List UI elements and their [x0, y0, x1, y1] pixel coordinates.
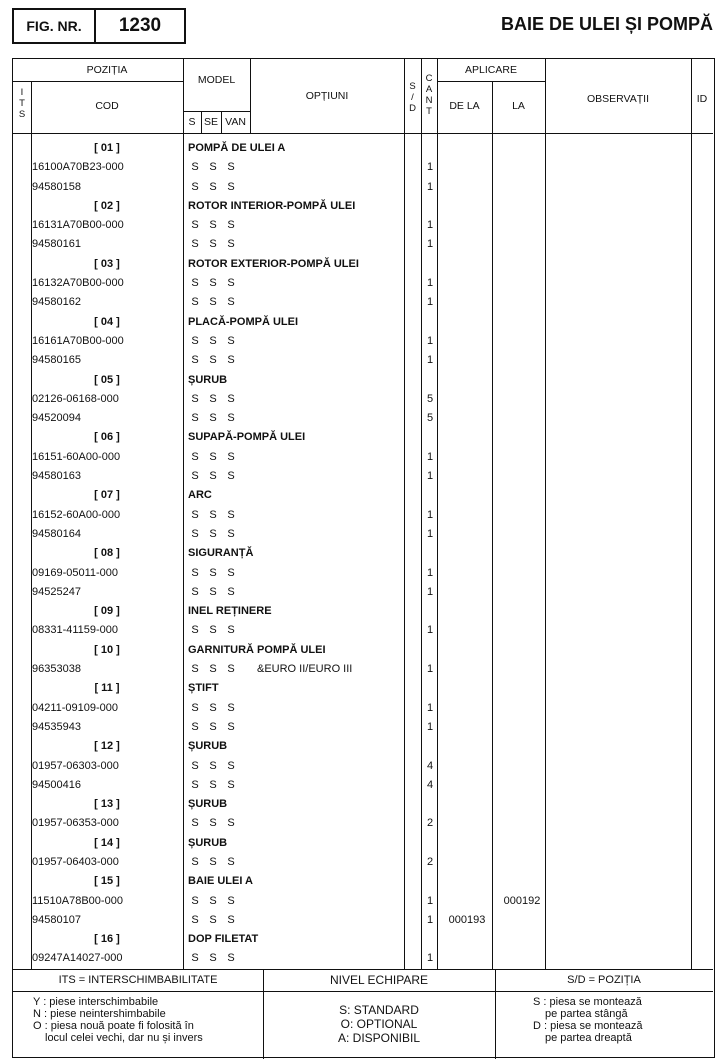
- col-header-optiuni: OPȚIUNI: [305, 90, 349, 102]
- table-row: [13, 293, 713, 312]
- quantity: 4: [426, 778, 434, 791]
- table-row: [13, 853, 713, 872]
- quantity: 1: [426, 334, 434, 347]
- model-se-level: S: [209, 296, 217, 309]
- table-row: [13, 660, 713, 679]
- table-row: [13, 776, 713, 795]
- quantity: 1: [426, 354, 434, 367]
- part-code: 02126-06168-000: [32, 392, 119, 405]
- position-number: [ 01 ]: [94, 142, 120, 154]
- divider: [13, 969, 713, 970]
- position-number: [ 15 ]: [94, 875, 120, 888]
- legend-line: O: OPTIONAL: [340, 1017, 418, 1031]
- part-code: 01957-06303-000: [32, 759, 119, 772]
- model-van-level: S: [227, 720, 235, 733]
- part-code: 01957-06403-000: [32, 855, 119, 868]
- part-code: 94580165: [32, 354, 81, 367]
- legend-line: Y : piese interschimbabile: [33, 996, 159, 1008]
- model-s-level: S: [191, 624, 199, 637]
- model-s-level: S: [191, 219, 199, 232]
- part-code: 94580163: [32, 470, 81, 483]
- model-van-level: S: [227, 855, 235, 868]
- table-row: [13, 178, 713, 197]
- table-row: [13, 949, 713, 968]
- footer-level-legend: [263, 1003, 495, 1045]
- model-se-level: S: [209, 238, 217, 251]
- figure-number-box: [12, 8, 186, 44]
- part-name: INEL REȚINERE: [188, 605, 272, 618]
- col-header-model: MODEL: [197, 74, 236, 86]
- page-title: BAIE DE ULEI ȘI POMPĂ: [500, 14, 713, 34]
- quantity: 1: [426, 624, 434, 637]
- model-se-level: S: [209, 585, 217, 598]
- col-header-its: [15, 87, 29, 120]
- model-se-level: S: [209, 663, 217, 676]
- model-van-level: S: [227, 701, 235, 714]
- part-code: 04211-09109-000: [32, 701, 119, 714]
- col-header-aplicare: APLICARE: [465, 64, 517, 76]
- model-s-level: S: [191, 508, 199, 521]
- part-name: SIGURANȚĂ: [188, 547, 254, 560]
- sd-letter: /: [411, 92, 414, 103]
- legend-line: pe partea stângă: [545, 1008, 628, 1020]
- table-row: [13, 467, 713, 486]
- quantity: 4: [426, 759, 434, 772]
- model-s-level: S: [191, 470, 199, 483]
- model-van-level: S: [227, 566, 235, 579]
- col-header-model-s: S: [188, 116, 196, 128]
- model-se-level: S: [209, 701, 217, 714]
- model-van-level: S: [227, 161, 235, 174]
- model-se-level: S: [209, 470, 217, 483]
- model-se-level: S: [209, 508, 217, 521]
- model-se-level: S: [209, 913, 217, 926]
- part-name: DOP FILETAT: [188, 933, 259, 946]
- model-van-level: S: [227, 450, 235, 463]
- part-name: ȘURUB: [188, 740, 228, 753]
- quantity: 1: [426, 720, 434, 733]
- col-header-la: LA: [512, 100, 525, 112]
- part-name: ROTOR INTERIOR-POMPĂ ULEI: [188, 199, 356, 212]
- part-code: 09169-05011-000: [32, 566, 119, 579]
- position-number: [ 06 ]: [94, 431, 120, 444]
- position-number: [ 13 ]: [94, 798, 120, 811]
- group-header-row: [13, 737, 713, 756]
- model-van-level: S: [227, 817, 235, 830]
- model-van-level: S: [227, 277, 235, 290]
- col-header-id: ID: [696, 93, 708, 105]
- quantity: 1: [426, 894, 434, 907]
- model-s-level: S: [191, 354, 199, 367]
- part-code: 16161A70B00-000: [32, 334, 124, 347]
- quantity: 1: [426, 219, 434, 232]
- part-code: 94580107: [32, 913, 81, 926]
- model-s-level: S: [191, 585, 199, 598]
- model-se-level: S: [209, 450, 217, 463]
- its-letter: T: [19, 98, 25, 109]
- col-header-cod: COD: [95, 100, 119, 112]
- model-s-level: S: [191, 952, 199, 965]
- table-row: [13, 158, 713, 177]
- quantity: 1: [426, 566, 434, 579]
- table-row: [13, 621, 713, 640]
- model-se-level: S: [209, 566, 217, 579]
- part-code: 96353038: [32, 663, 81, 676]
- position-number: [ 08 ]: [94, 547, 120, 560]
- part-code: 94580162: [32, 296, 81, 309]
- group-header-row: [13, 486, 713, 505]
- part-code: 94580164: [32, 527, 81, 540]
- group-header-row: [13, 872, 713, 891]
- model-se-level: S: [209, 759, 217, 772]
- group-header-row: [13, 139, 713, 158]
- model-van-level: S: [227, 296, 235, 309]
- table-row: [13, 351, 713, 370]
- quantity: 1: [426, 238, 434, 251]
- quantity: 2: [426, 817, 434, 830]
- table-row: [13, 699, 713, 718]
- applies-to: 000192: [503, 894, 541, 907]
- part-name: ȘURUB: [188, 798, 228, 811]
- its-letter: I: [20, 87, 24, 98]
- model-se-level: S: [209, 720, 217, 733]
- part-code: 94520094: [32, 412, 81, 425]
- model-van-level: S: [227, 334, 235, 347]
- model-s-level: S: [191, 817, 199, 830]
- part-code: 11510A78B00-000: [32, 894, 123, 907]
- quantity: 1: [426, 470, 434, 483]
- quantity: 1: [426, 180, 434, 193]
- position-number: [ 02 ]: [94, 199, 120, 212]
- quantity: 1: [426, 701, 434, 714]
- part-code: 94525247: [32, 585, 81, 598]
- model-se-level: S: [209, 817, 217, 830]
- model-se-level: S: [209, 219, 217, 232]
- table-row: [13, 911, 713, 930]
- model-s-level: S: [191, 238, 199, 251]
- model-van-level: S: [227, 913, 235, 926]
- quantity: 1: [426, 296, 434, 309]
- table-body: [13, 139, 713, 969]
- part-code: 16152-60A00-000: [32, 508, 121, 521]
- part-code: 08331-41159-000: [32, 624, 119, 637]
- divider: [13, 81, 183, 82]
- footer-its-legend: [33, 996, 258, 1044]
- group-header-row: [13, 834, 713, 853]
- model-se-level: S: [209, 354, 217, 367]
- table-row: [13, 332, 713, 351]
- table-row: [13, 814, 713, 833]
- model-s-level: S: [191, 778, 199, 791]
- position-number: [ 07 ]: [94, 489, 120, 502]
- part-name: ȘURUB: [188, 836, 228, 849]
- table-row: [13, 892, 713, 911]
- model-van-level: S: [227, 470, 235, 483]
- col-header-observatii: OBSERVAȚII: [586, 93, 650, 105]
- model-se-level: S: [209, 778, 217, 791]
- part-name: POMPĂ DE ULEI A: [188, 142, 286, 154]
- model-se-level: S: [209, 894, 217, 907]
- position-number: [ 12 ]: [94, 740, 120, 753]
- cant-letter: N: [425, 95, 433, 106]
- model-s-level: S: [191, 913, 199, 926]
- part-code: 94580161: [32, 238, 81, 251]
- legend-line: locul celei vechi, dar nu și invers: [45, 1032, 203, 1044]
- model-s-level: S: [191, 412, 199, 425]
- quantity: 1: [426, 277, 434, 290]
- model-se-level: S: [209, 855, 217, 868]
- sd-letter: S: [409, 81, 416, 92]
- cant-letter: C: [425, 73, 433, 84]
- group-header-row: [13, 679, 713, 698]
- position-number: [ 14 ]: [94, 836, 120, 849]
- model-se-level: S: [209, 392, 217, 405]
- model-s-level: S: [191, 527, 199, 540]
- model-s-level: S: [191, 296, 199, 309]
- legend-line: D : piesa se montează: [533, 1020, 643, 1032]
- option-note: &EURO II/EURO III: [257, 663, 353, 676]
- model-van-level: S: [227, 894, 235, 907]
- table-row: [13, 409, 713, 428]
- footer-sd-legend: [533, 996, 711, 1044]
- model-s-level: S: [191, 566, 199, 579]
- group-header-row: [13, 371, 713, 390]
- model-s-level: S: [191, 894, 199, 907]
- part-name: ȘTIFT: [188, 682, 219, 695]
- applies-from: 000193: [448, 913, 486, 926]
- model-van-level: S: [227, 238, 235, 251]
- group-header-row: [13, 544, 713, 563]
- model-s-level: S: [191, 450, 199, 463]
- table-row: [13, 448, 713, 467]
- table-row: [13, 564, 713, 583]
- position-number: [ 16 ]: [94, 933, 120, 946]
- part-code: 01957-06353-000: [32, 817, 119, 830]
- part-name: GARNITURĂ POMPĂ ULEI: [188, 643, 326, 656]
- part-code: 16151-60A00-000: [32, 450, 121, 463]
- model-van-level: S: [227, 624, 235, 637]
- cant-letter: T: [426, 106, 432, 117]
- position-number: [ 09 ]: [94, 605, 120, 618]
- part-code: 16100A70B23-000: [32, 161, 124, 174]
- model-van-level: S: [227, 759, 235, 772]
- col-header-sd: [404, 81, 421, 114]
- part-name: ROTOR EXTERIOR-POMPĂ ULEI: [188, 257, 359, 270]
- model-se-level: S: [209, 277, 217, 290]
- table-row: [13, 718, 713, 737]
- quantity: 2: [426, 855, 434, 868]
- part-code: 94580158: [32, 180, 81, 193]
- model-van-level: S: [227, 219, 235, 232]
- cant-letter: A: [425, 84, 433, 95]
- model-van-level: S: [227, 663, 235, 676]
- legend-line: S : piesa se montează: [533, 996, 642, 1008]
- group-header-row: [13, 641, 713, 660]
- part-name: ȘURUB: [188, 373, 228, 386]
- part-name: ARC: [188, 489, 212, 502]
- model-van-level: S: [227, 180, 235, 193]
- model-se-level: S: [209, 180, 217, 193]
- legend-line: S: STANDARD: [339, 1003, 419, 1017]
- part-name: BAIE ULEI A: [188, 875, 253, 888]
- model-s-level: S: [191, 180, 199, 193]
- position-number: [ 05 ]: [94, 373, 120, 386]
- model-van-level: S: [227, 778, 235, 791]
- table-row: [13, 525, 713, 544]
- table-row: [13, 506, 713, 525]
- legend-line: O : piesa nouă poate fi folosită în: [33, 1020, 194, 1032]
- group-header-row: [13, 428, 713, 447]
- table-row: [13, 235, 713, 254]
- table-row: [13, 274, 713, 293]
- part-code: 94535943: [32, 720, 81, 733]
- col-header-model-se: SE: [203, 116, 218, 128]
- table-row: [13, 390, 713, 409]
- model-van-level: S: [227, 354, 235, 367]
- group-header-row: [13, 930, 713, 949]
- quantity: 1: [426, 508, 434, 521]
- model-se-level: S: [209, 624, 217, 637]
- quantity: 1: [426, 450, 434, 463]
- sd-letter: D: [409, 103, 416, 114]
- col-header-de-la: DE LA: [449, 100, 480, 112]
- model-s-level: S: [191, 720, 199, 733]
- model-se-level: S: [209, 952, 217, 965]
- part-name: SUPAPĂ-POMPĂ ULEI: [188, 431, 306, 444]
- footer-sd-title: S/D = POZIȚIA: [567, 974, 641, 986]
- quantity: 1: [426, 913, 434, 926]
- model-van-level: S: [227, 412, 235, 425]
- model-van-level: S: [227, 585, 235, 598]
- figure-number: 1230: [118, 15, 162, 36]
- model-se-level: S: [209, 161, 217, 174]
- legend-line: N : piese neintershimbabile: [33, 1008, 166, 1020]
- model-van-level: S: [227, 508, 235, 521]
- parts-table: [12, 58, 715, 1058]
- model-s-level: S: [191, 855, 199, 868]
- model-se-level: S: [209, 412, 217, 425]
- model-s-level: S: [191, 392, 199, 405]
- quantity: 5: [426, 392, 434, 405]
- quantity: 5: [426, 412, 434, 425]
- quantity: 1: [426, 663, 434, 676]
- quantity: 1: [426, 161, 434, 174]
- its-letter: S: [18, 109, 26, 120]
- part-name: PLACĂ-POMPĂ ULEI: [188, 315, 298, 328]
- quantity: 1: [426, 585, 434, 598]
- model-s-level: S: [191, 701, 199, 714]
- quantity: 1: [426, 527, 434, 540]
- position-number: [ 04 ]: [94, 315, 120, 328]
- group-header-row: [13, 313, 713, 332]
- divider: [13, 991, 713, 992]
- table-row: [13, 216, 713, 235]
- footer-level-title: NIVEL ECHIPARE: [329, 973, 429, 987]
- footer-its-title: ITS = INTERSCHIMBABILITATE: [58, 974, 218, 986]
- position-number: [ 11 ]: [94, 682, 120, 695]
- model-se-level: S: [209, 334, 217, 347]
- model-s-level: S: [191, 663, 199, 676]
- model-s-level: S: [191, 161, 199, 174]
- part-code: 09247A14027-000: [32, 952, 123, 965]
- divider: [183, 111, 250, 112]
- divider: [437, 81, 545, 82]
- position-number: [ 10 ]: [94, 643, 120, 656]
- part-code: 16132A70B00-000: [32, 277, 124, 290]
- model-van-level: S: [227, 952, 235, 965]
- table-row: [13, 583, 713, 602]
- model-s-level: S: [191, 334, 199, 347]
- quantity: 1: [426, 952, 434, 965]
- divider: [13, 133, 713, 134]
- col-header-model-van: VAN: [225, 116, 246, 128]
- group-header-row: [13, 197, 713, 216]
- legend-line: pe partea dreaptă: [545, 1032, 632, 1044]
- model-van-level: S: [227, 392, 235, 405]
- model-van-level: S: [227, 527, 235, 540]
- model-se-level: S: [209, 527, 217, 540]
- group-header-row: [13, 795, 713, 814]
- model-s-level: S: [191, 277, 199, 290]
- legend-line: A: DISPONIBIL: [337, 1031, 421, 1045]
- group-header-row: [13, 602, 713, 621]
- position-number: [ 03 ]: [94, 257, 120, 270]
- part-code: 16131A70B00-000: [32, 219, 124, 232]
- figure-label: FIG. NR.: [14, 10, 96, 42]
- col-header-pozitia: POZIȚIA: [86, 64, 128, 76]
- table-row: [13, 757, 713, 776]
- part-code: 94500416: [32, 778, 81, 791]
- group-header-row: [13, 255, 713, 274]
- model-s-level: S: [191, 759, 199, 772]
- col-header-cant: [421, 73, 437, 117]
